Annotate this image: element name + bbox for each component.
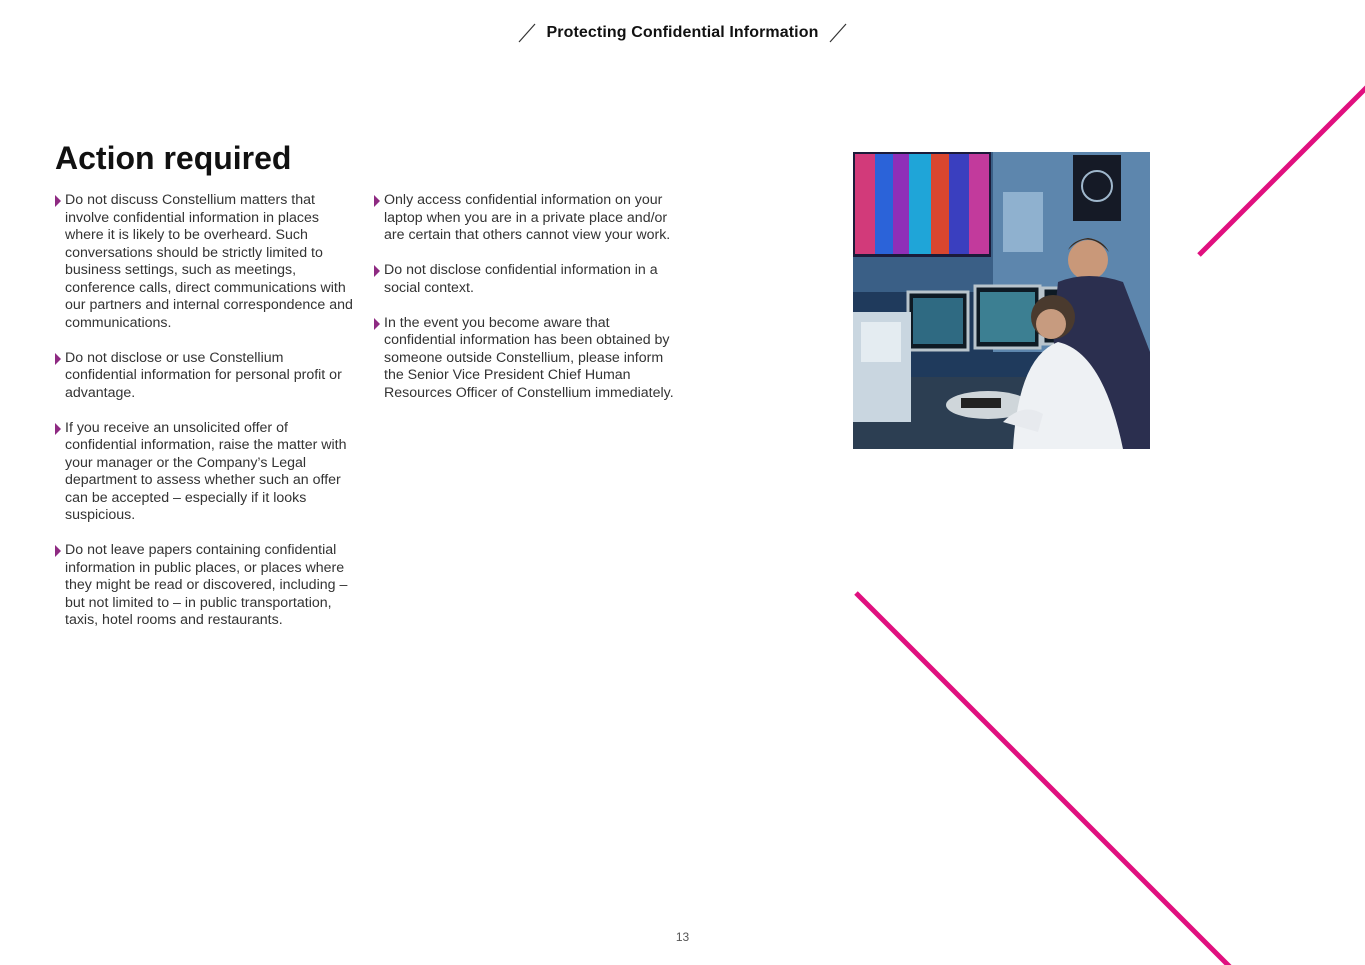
list-item	[374, 315, 674, 403]
list-item	[374, 192, 674, 245]
page-number: 13	[675, 930, 690, 944]
list-item-text: Do not disclose confidential information in a social context.	[384, 262, 658, 296]
page-title: Action required	[55, 140, 292, 176]
list-item-text: Do not discuss Constellium matters that involve confidential information in places where it is likely to be overheard. Such conversations should be strictly limited to business settings, such as meetings, conference calls, direct communications with our partners and internal correspondence and communications.	[65, 192, 353, 331]
section-title: Protecting Confidential Information	[546, 24, 819, 41]
triangle-bullet-icon	[374, 265, 380, 277]
list-item-text: In the event you become aware that confidential information has been obtained by someone outside Constellium, please inform the Senior Vice President Chief Human Resources Officer of Constellium immediately.	[384, 314, 674, 401]
list-item	[55, 542, 355, 630]
slash-divider-icon	[828, 22, 848, 44]
lab-photo	[853, 152, 1150, 449]
list-item	[55, 350, 355, 403]
list-item-text: If you receive an unsolicited offer of confidential information, raise the matter with your manager or the Company’s Legal department to assess whether such an offer can be accepted – especially if it looks suspicious.	[65, 419, 347, 523]
triangle-bullet-icon	[374, 195, 380, 207]
slash-divider-icon	[517, 22, 537, 44]
triangle-bullet-icon	[55, 353, 61, 365]
list-item	[55, 420, 355, 525]
triangle-bullet-icon	[55, 195, 61, 207]
list-item	[55, 192, 355, 332]
triangle-bullet-icon	[374, 318, 380, 330]
right-column	[374, 192, 674, 420]
header	[0, 22, 1365, 44]
list-item-text: Do not disclose or use Constellium confidential information for personal profit or advantage.	[65, 349, 342, 401]
triangle-bullet-icon	[55, 545, 61, 557]
list-item-text: Only access confidential information on your laptop when you are in a private place and/or are certain that others cannot view your work.	[384, 192, 671, 243]
left-column	[55, 192, 355, 647]
triangle-bullet-icon	[55, 423, 61, 435]
list-item	[374, 262, 674, 297]
list-item-text: Do not leave papers containing confidential information in public places, or places where they might be read or discovered, including – but not limited to – in public transportation, taxis, hotel rooms and restaurants.	[65, 542, 348, 628]
